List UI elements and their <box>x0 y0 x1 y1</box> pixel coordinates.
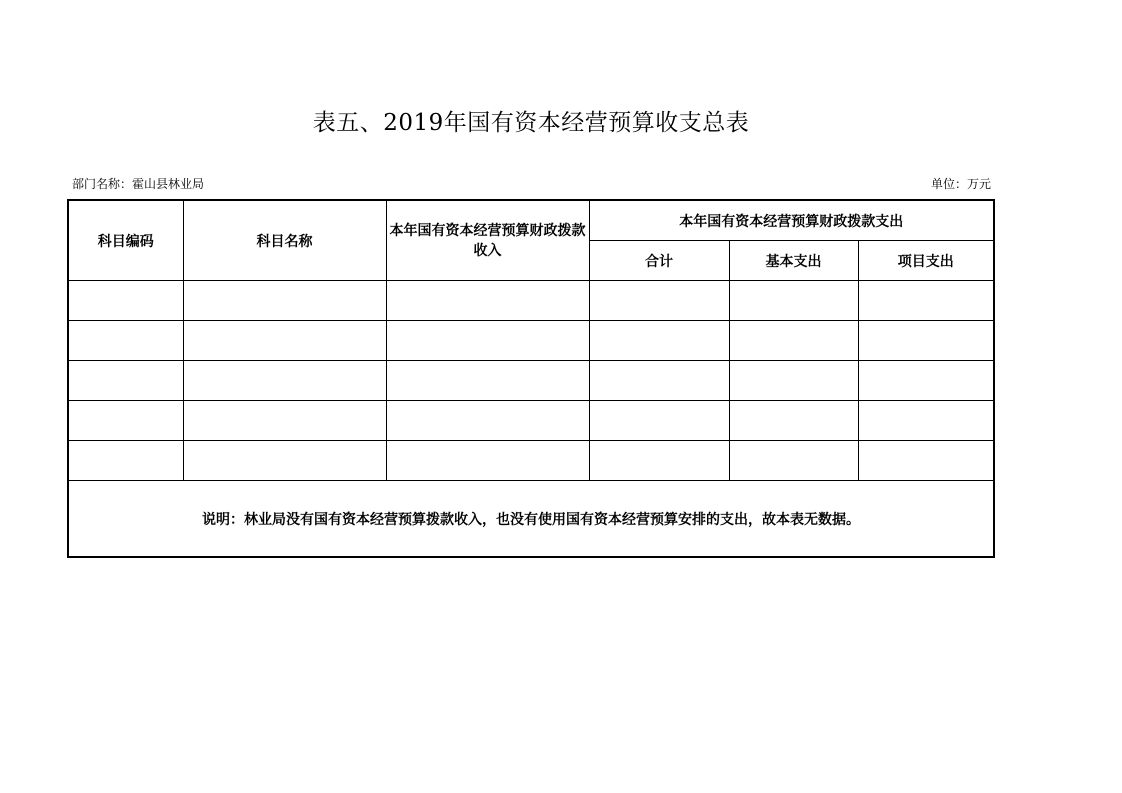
header-total: 合计 <box>589 241 729 281</box>
header-income-text: 本年国有资本经营预算财政拨款收入 <box>389 222 586 259</box>
table-cell <box>68 441 183 481</box>
table-cell <box>729 281 858 321</box>
header-income <box>386 200 589 281</box>
table-cell <box>183 401 386 441</box>
table-cell <box>589 401 729 441</box>
table-cell <box>68 401 183 441</box>
table-note: 说明：林业局没有国有资本经营预算拨款收入，也没有使用国有资本经营预算安排的支出，故本表无数据。 <box>68 481 994 558</box>
table-row <box>68 321 994 361</box>
table-cell <box>858 281 994 321</box>
note-row <box>68 481 994 558</box>
table-cell <box>589 281 729 321</box>
table-cell <box>183 321 386 361</box>
header-subject-name: 科目名称 <box>183 200 386 281</box>
table-cell <box>858 361 994 401</box>
table-cell <box>386 321 589 361</box>
table-row <box>68 361 994 401</box>
budget-table <box>67 199 995 558</box>
table-cell <box>68 281 183 321</box>
table-cell <box>68 361 183 401</box>
header-basic: 基本支出 <box>729 241 858 281</box>
unit-label: 单位：万元 <box>930 177 991 191</box>
table-row <box>68 281 994 321</box>
table-cell <box>858 321 994 361</box>
table-cell <box>729 361 858 401</box>
table-cell <box>386 361 589 401</box>
table-cell <box>729 441 858 481</box>
page-title: 表五、2019年国有资本经营预算收支总表 <box>312 110 750 136</box>
department-label: 部门名称：霍山县林业局 <box>72 177 205 191</box>
table-cell <box>68 321 183 361</box>
table-cell <box>729 321 858 361</box>
table-cell <box>589 441 729 481</box>
table-cell <box>858 401 994 441</box>
table-cell <box>589 361 729 401</box>
table-row <box>68 401 994 441</box>
table-cell <box>858 441 994 481</box>
header-project: 项目支出 <box>858 241 994 281</box>
table-cell <box>183 361 386 401</box>
table-cell <box>589 321 729 361</box>
table-cell <box>729 401 858 441</box>
table-cell <box>183 281 386 321</box>
table-cell <box>183 441 386 481</box>
header-expenditure-group: 本年国有资本经营预算财政拨款支出 <box>589 200 994 241</box>
table-cell <box>386 441 589 481</box>
table-cell <box>386 401 589 441</box>
table-cell <box>386 281 589 321</box>
header-subject-code: 科目编码 <box>68 200 183 281</box>
table-row <box>68 441 994 481</box>
